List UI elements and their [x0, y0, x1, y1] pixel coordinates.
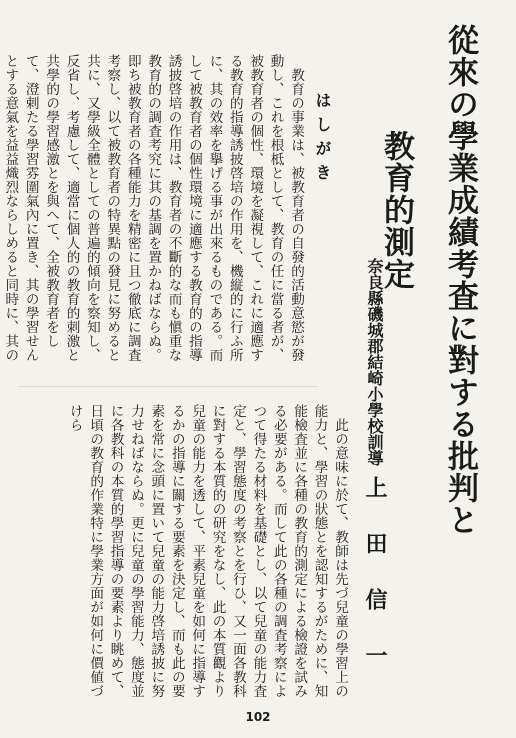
paragraph: 此の意味に於て、教師は先づ兒童の學習上の能力と、學習の狀態とを認知するがために、知能檢査並に各種の教育的測定による檢證を試みる必要がある。而して此の各種の調査考察によつて得たる材料を基礎とし、以て兒童の能力査定と、學習態度の考察とを行ひ、又一面各教科に對する本質的の研究をなし、此の本質觀より兒童の能力を透して、平素兒童を如何に指導するかの指導に關する要素を決定し、而も此の要素を常に念頭に置いて兒童の能力啓培誘披に努力せねばならぬ。更に兒童の學習能力、態度並に各教科の本質的學習指導の要素より眺めて、日頃の教育的作業特に學業方面が如何に價値づけら — [66, 404, 348, 698]
section-heading: はしがき — [313, 92, 332, 188]
paragraph: 教育の事業は、被教育者の自發的活動意慾が發動し、これを根柢として、教育の任に當る者が、被教育者の個性、環境を凝視して、これに適應する教育的指導誘披啓培の作用を、機縦的に行ふ所に、其の效率を擧げる事が出來るものである。而して被教育者の個性環境に適應する教育的の指導誘披啓培の作用は、教育者の不斷的な而も愼重な教育的の調査考究に其の基調を置かねばならぬ。即ち被教育者の各種能力を精密に且つ徹底に調査考察し、以て被教育者の特異點の發見に努めると共に、又學級全體としての普遍的傾向を察知し、反省し、考慮して、適當に個人的の教育的刺激と共學的の學習感激とを與へて、全被教育者をして、澄剌たる學習雰圍氣內に置き、其の學習せんとする意氣を益益熾烈ならしめると同時に、其の — [2, 54, 304, 362]
body-text-block — [10, 404, 350, 710]
column-divider — [18, 386, 318, 387]
author-affiliation: 奈良縣磯城郡結崎小學校訓導 — [365, 258, 384, 466]
page-number: 102 — [245, 710, 271, 724]
article-title-line1: 從來の學業成績考査に對する批判と — [442, 24, 478, 536]
preface-text-block — [2, 54, 306, 374]
author-name: 上田信一 — [362, 476, 388, 700]
article-title-line2: 教育的測定 — [378, 130, 414, 290]
